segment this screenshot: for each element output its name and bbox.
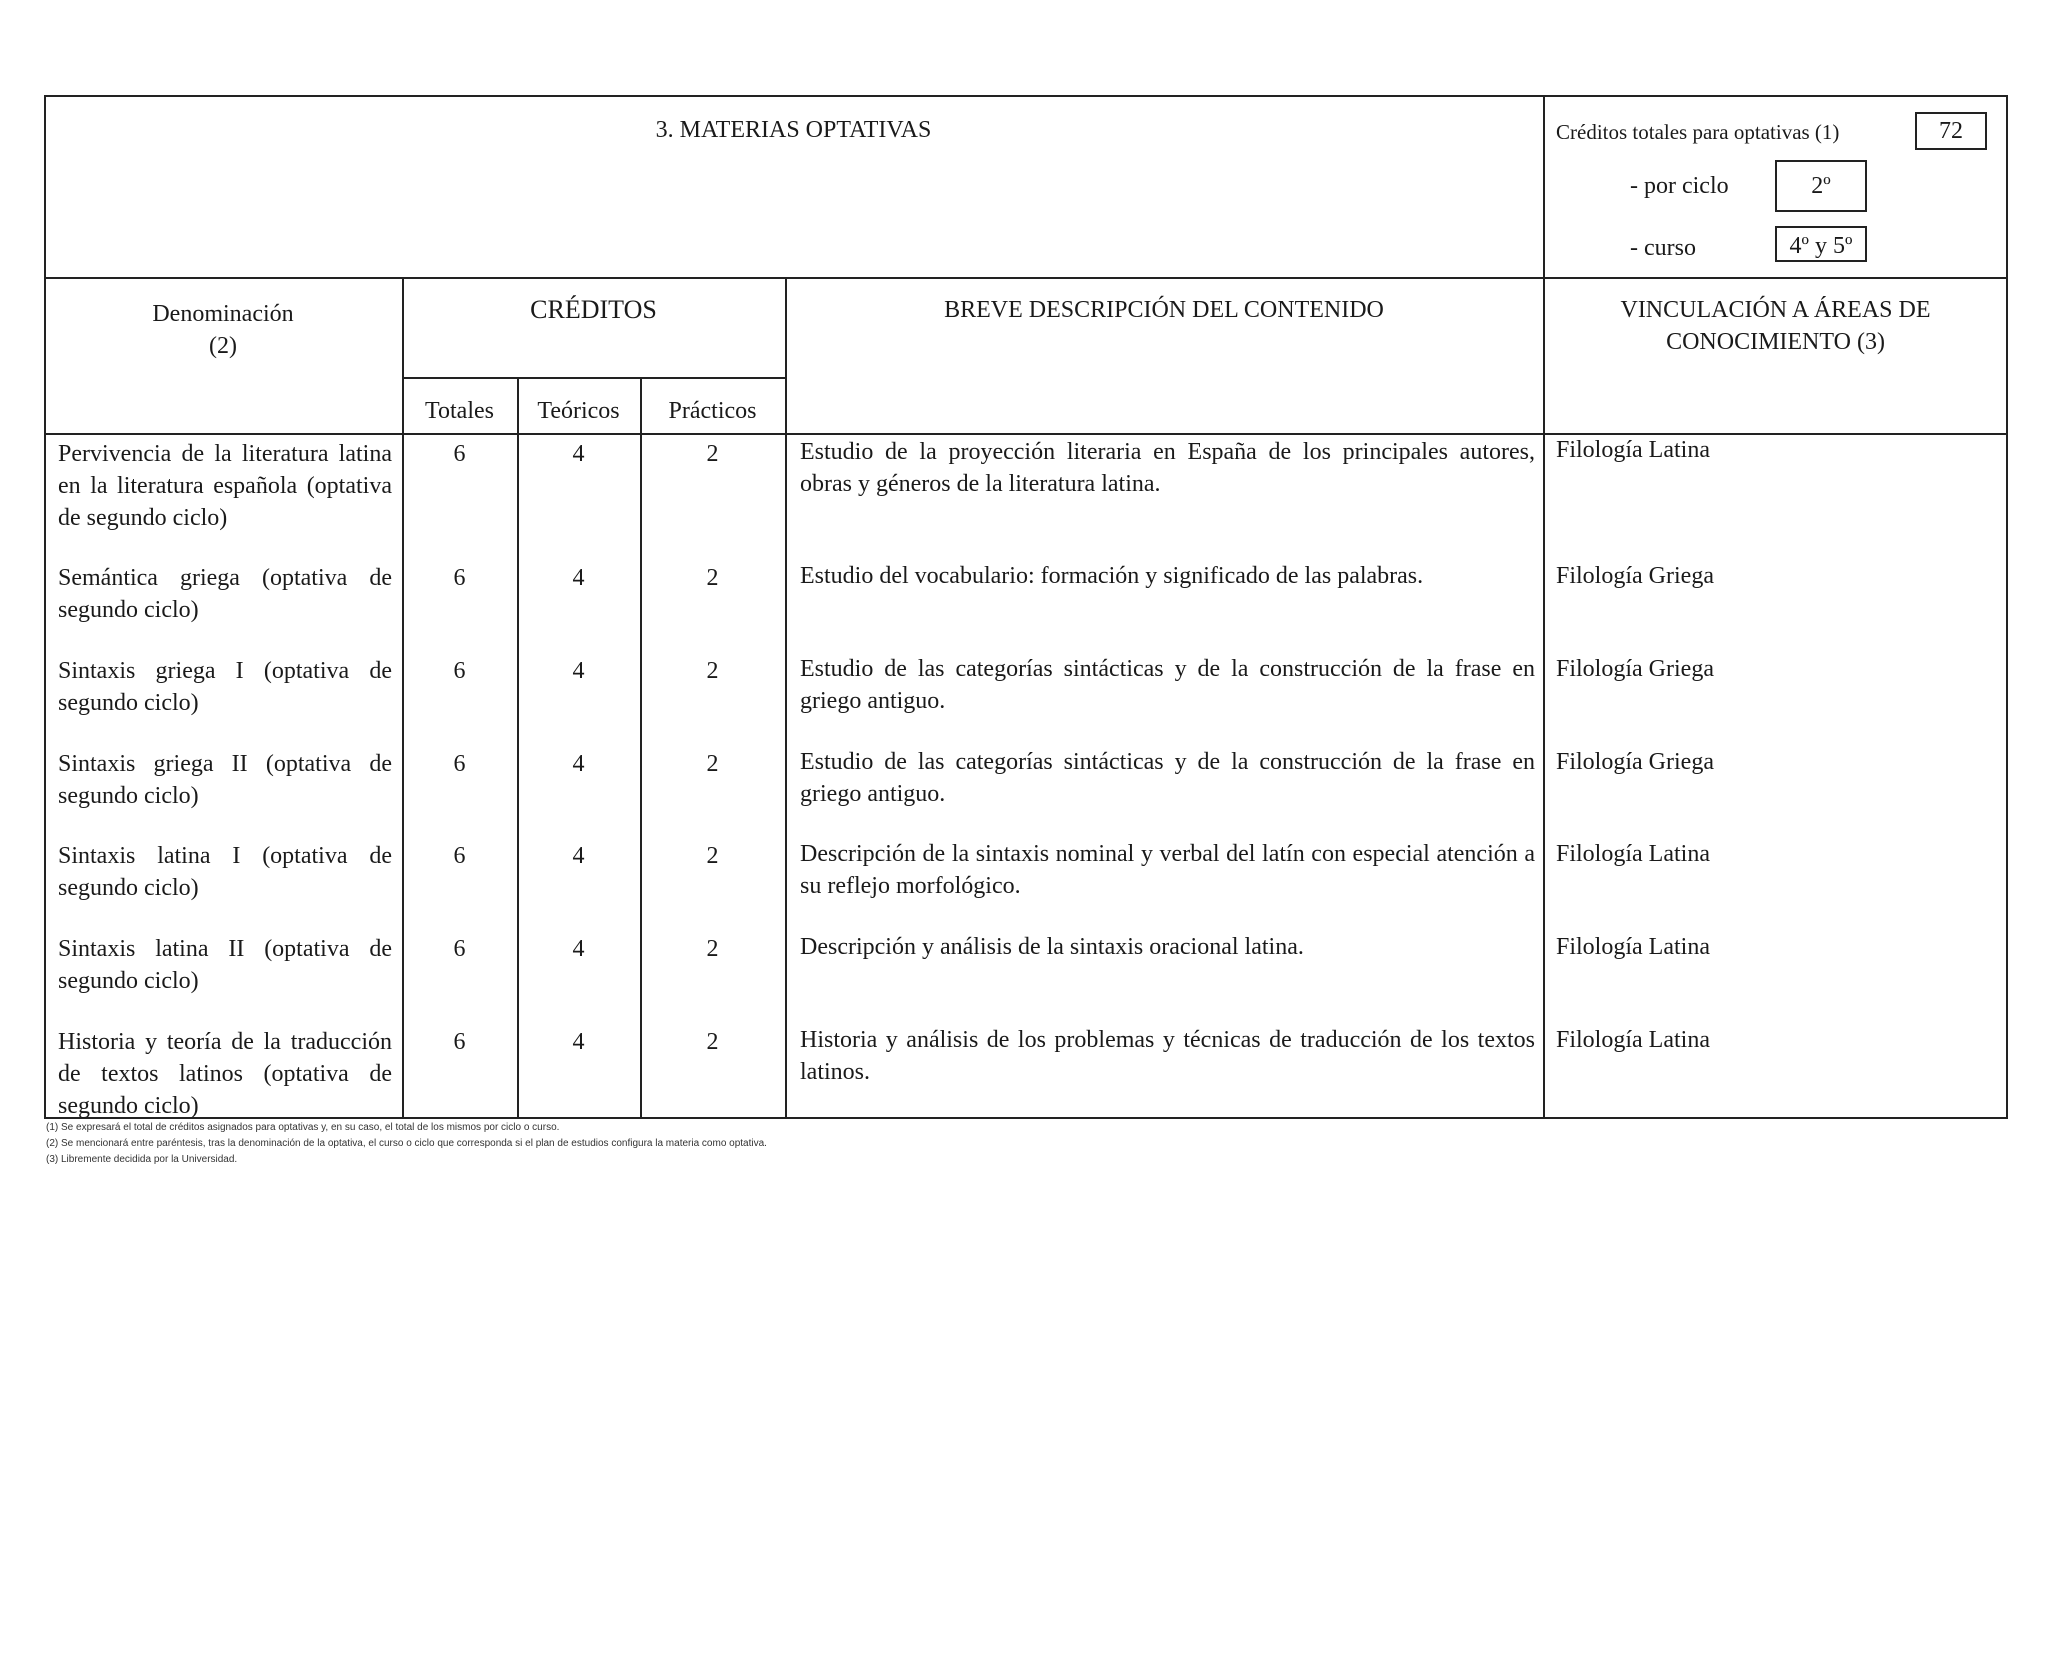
row-name: Sintaxis griega II (optativa de segundo ciclo) [58, 751, 392, 809]
col-header-descripcion: BREVE DESCRIPCIÓN DEL CONTENIDO [944, 297, 1384, 323]
creditos-subheader-rule [402, 377, 785, 379]
curso-label: - curso [1630, 235, 1696, 261]
header-bottom-rule [44, 277, 2008, 279]
col-header-denominacion: Denominación (2) [152, 301, 294, 359]
row-teoricos: 4 [572, 658, 585, 684]
row-area: Filología Latina [1556, 1027, 1710, 1053]
row-descripcion: Estudio de la proyección literaria en España de los principales autores, obras y géneros de la literatura latina. [800, 439, 1535, 497]
row-totales: 6 [453, 441, 466, 467]
footnote-2: (2) Se mencionará entre paréntesis, tras la denominación de la optativa, el curso o ciclo que corresponda si el plan de estudios configura la materia como optativa. [46, 1138, 767, 1149]
por-ciclo-value: 2º [1775, 160, 1867, 212]
col-divider-creditos [785, 277, 787, 1119]
row-totales: 6 [453, 658, 466, 684]
row-name: Sintaxis griega I (optativa de segundo ciclo) [58, 658, 392, 716]
row-practicos: 2 [706, 1029, 719, 1055]
row-descripcion: Estudio del vocabulario: formación y significado de las palabras. [800, 563, 1424, 589]
header-divider [1543, 95, 1545, 1119]
row-practicos: 2 [706, 936, 719, 962]
row-teoricos: 4 [572, 936, 585, 962]
col-header-practicos: Prácticos [668, 398, 757, 424]
footnote-3: (3) Libremente decidida por la Universidad. [46, 1154, 238, 1165]
column-header-bottom-rule [44, 433, 2008, 435]
row-descripcion: Descripción y análisis de la sintaxis oracional latina. [800, 934, 1304, 960]
por-ciclo-label: - por ciclo [1630, 173, 1729, 199]
row-name: Semántica griega (optativa de segundo ciclo) [58, 565, 392, 623]
col-header-teoricos: Teóricos [537, 398, 620, 424]
row-practicos: 2 [706, 565, 719, 591]
page-title: 3. MATERIAS OPTATIVAS [655, 117, 932, 143]
row-descripcion: Descripción de la sintaxis nominal y verbal del latín con especial atención a su reflejo morfológico. [800, 841, 1535, 899]
credits-total-value: 72 [1915, 112, 1987, 150]
col-header-vinculacion: VINCULACIÓN A ÁREAS DE CONOCIMIENTO (3) [1620, 297, 1931, 355]
row-area: Filología Latina [1556, 934, 1710, 960]
credits-total-label: Créditos totales para optativas (1) [1556, 120, 1840, 144]
col-header-creditos: CRÉDITOS [530, 295, 657, 324]
row-teoricos: 4 [572, 565, 585, 591]
row-totales: 6 [453, 936, 466, 962]
row-name: Pervivencia de la literatura latina en la literatura española (optativa de segundo ciclo) [58, 441, 392, 531]
row-totales: 6 [453, 565, 466, 591]
row-teoricos: 4 [572, 441, 585, 467]
row-area: Filología Griega [1556, 749, 1714, 775]
row-area: Filología Griega [1556, 656, 1714, 682]
row-descripcion: Historia y análisis de los problemas y técnicas de traducción de los textos latinos. [800, 1027, 1535, 1085]
row-area: Filología Latina [1556, 841, 1710, 867]
row-teoricos: 4 [572, 1029, 585, 1055]
col-header-totales: Totales [425, 398, 494, 424]
row-practicos: 2 [706, 843, 719, 869]
row-area: Filología Griega [1556, 563, 1714, 589]
row-name: Historia y teoría de la traducción de textos latinos (optativa de segundo ciclo) [58, 1029, 392, 1119]
footnote-1: (1) Se expresará el total de créditos asignados para optativas y, en su caso, el total de los mismos por ciclo o curso. [46, 1122, 560, 1133]
row-practicos: 2 [706, 751, 719, 777]
row-totales: 6 [453, 751, 466, 777]
row-teoricos: 4 [572, 751, 585, 777]
row-practicos: 2 [706, 658, 719, 684]
row-descripcion: Estudio de las categorías sintácticas y de la construcción de la frase en griego antiguo. [800, 749, 1535, 807]
row-teoricos: 4 [572, 843, 585, 869]
row-totales: 6 [453, 1029, 466, 1055]
row-area: Filología Latina [1556, 437, 1710, 463]
row-descripcion: Estudio de las categorías sintácticas y de la construcción de la frase en griego antiguo. [800, 656, 1535, 714]
row-name: Sintaxis latina II (optativa de segundo ciclo) [58, 936, 392, 994]
row-practicos: 2 [706, 441, 719, 467]
row-name: Sintaxis latina I (optativa de segundo ciclo) [58, 843, 392, 901]
curso-value: 4º y 5º [1775, 226, 1867, 262]
row-totales: 6 [453, 843, 466, 869]
